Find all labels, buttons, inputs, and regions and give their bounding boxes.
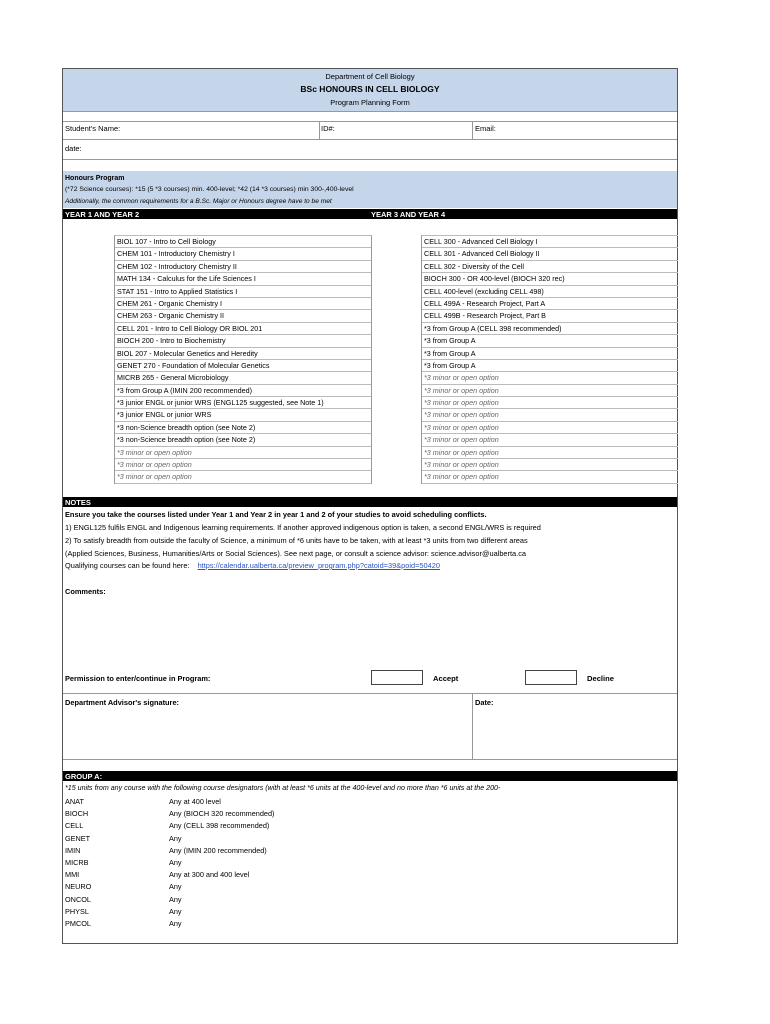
year-3-4-course-row: *3 minor or open option: [422, 434, 678, 446]
email-label: Email:: [475, 124, 496, 133]
year-1-2-course-row: *3 from Group A (IMIN 200 recommended): [115, 385, 371, 397]
notes-title: NOTES: [65, 497, 91, 507]
year-1-2-title: YEAR 1 AND YEAR 2: [65, 209, 140, 219]
note-1: 1) ENGL125 fulfils ENGL and Indigenous learning requirements. If another approved indigenous option is taken, a second ENGL/WRS is required: [65, 523, 541, 532]
group-a-bar: [63, 771, 677, 781]
program-title: BSc HONOURS IN CELL BIOLOGY: [300, 84, 440, 94]
group-a-title: GROUP A:: [65, 771, 103, 781]
group-a-code: BIOCH: [65, 809, 89, 819]
permission-label: Permission to enter/continue in Program:: [65, 674, 211, 683]
honours-requirements: (*72 Science courses): *15 (5 *3 courses) min. 400-level; *42 (14 *3 courses) min 300-,400-level: [65, 186, 354, 193]
year-3-4-course-row: CELL 300 - Advanced Cell Biology I: [422, 236, 678, 248]
group-a-rule: Any at 400 level: [169, 797, 221, 806]
group-a-code: PHYSL: [65, 906, 89, 916]
year-1-2-course-row: *3 junior ENGL or junior WRS: [115, 409, 371, 421]
group-a-rule: Any: [169, 833, 182, 843]
year-3-4-course-row: *3 from Group A (CELL 398 recommended): [422, 323, 678, 335]
year-3-4-course-row: BIOCH 300 - OR 400-level (BIOCH 320 rec): [422, 273, 678, 285]
year-1-2-course-row: *3 minor or open option: [115, 447, 371, 459]
year-3-4-course-row: *3 minor or open option: [422, 447, 678, 459]
year-3-4-course-row: *3 from Group A: [422, 348, 678, 360]
year-3-4-course-row: CELL 302 - Diversity of the Cell: [422, 261, 678, 273]
year-3-4-course-row: *3 from Group A: [422, 335, 678, 347]
year-3-4-course-row: CELL 499B - Research Project, Part B: [422, 310, 678, 322]
advisor-signature-field[interactable]: [65, 709, 471, 759]
department-name: Department of Cell Biology: [325, 72, 415, 81]
group-a-rule: Any at 300 and 400 level: [169, 870, 250, 880]
decline-label: Decline: [587, 674, 615, 683]
year-3-4-course-row: CELL 400-level (excluding CELL 498): [422, 286, 678, 298]
honours-section: [63, 171, 677, 208]
group-a-rule: Any: [169, 858, 182, 867]
group-a-rule: Any (IMIN 200 recommended): [169, 845, 267, 855]
email-field[interactable]: [501, 122, 675, 138]
year-1-2-course-row: *3 non-Science breadth option (see Note 2): [115, 422, 371, 434]
notes-bar: [63, 497, 677, 507]
student-name-field[interactable]: [133, 122, 319, 138]
year-1-2-course-row: CHEM 263 - Organic Chemistry II: [115, 310, 371, 322]
notes-warning: Ensure you take the courses listed under Year 1 and Year 2 in year 1 and 2 of your studies to avoid scheduling conflicts.: [65, 510, 487, 519]
group-a-code: NEURO: [65, 882, 92, 892]
group-a-row: [65, 798, 465, 810]
year-1-2-course-row: BIOL 207 - Molecular Genetics and Heredity: [115, 348, 371, 360]
year-1-2-course-row: GENET 270 - Foundation of Molecular Genetics: [115, 360, 371, 372]
qualifying-courses-link[interactable]: https://calendar.ualberta.ca/preview_program.php?catoid=39&poid=50420: [197, 561, 440, 570]
form-header: [63, 69, 677, 112]
year-1-2-course-row: CHEM 261 - Organic Chemistry I: [115, 298, 371, 310]
accept-checkbox[interactable]: [371, 670, 423, 685]
form-title: Program Planning Form: [330, 98, 410, 107]
group-a-row: [65, 822, 465, 834]
year-1-2-course-row: BIOCH 200 - Intro to Biochemistry: [115, 335, 371, 347]
year-headers-bar: [63, 209, 677, 219]
note-2-continued: (Applied Sciences, Business, Humanities/Arts or Social Sciences). See next page, or consult a science advisor: science.advisor@ualberta.ca: [65, 549, 527, 558]
group-a-row: [65, 847, 465, 859]
year-1-2-course-row: CHEM 102 - Introductory Chemistry II: [115, 261, 371, 273]
year-3-4-course-row: *3 minor or open option: [422, 459, 678, 471]
group-a-row: [65, 908, 465, 920]
year-3-4-course-row: CELL 301 - Advanced Cell Biology II: [422, 248, 678, 260]
group-a-rule: Any: [169, 882, 182, 892]
year-3-4-course-row: CELL 499A - Research Project, Part A: [422, 298, 678, 310]
id-label: ID#:: [321, 124, 335, 133]
year-3-4-course-list: [421, 235, 678, 484]
year-1-2-course-row: CELL 201 - Intro to Cell Biology OR BIOL 201: [115, 323, 371, 335]
group-a-code: ANAT: [65, 797, 84, 806]
group-a-code: IMIN: [65, 845, 81, 855]
advisor-signature-label: Department Advisor's signature:: [65, 698, 180, 707]
year-3-4-course-row: *3 minor or open option: [422, 471, 678, 483]
note-2: 2) To satisfy breadth from outside the faculty of Science, a minimum of *6 units have to be taken, with at least *3 units from two different areas: [65, 536, 528, 545]
group-a-row: [65, 871, 465, 883]
year-1-2-course-row: *3 minor or open option: [115, 471, 371, 483]
group-a-code: MICRB: [65, 858, 89, 867]
honours-title: Honours Program: [65, 175, 125, 182]
year-1-2-course-row: STAT 151 - Intro to Applied Statistics I: [115, 286, 371, 298]
group-a-rule: Any: [169, 919, 182, 928]
advisor-date-label: Date:: [475, 698, 494, 707]
accept-label: Accept: [433, 674, 459, 683]
year-1-2-course-row: *3 minor or open option: [115, 459, 371, 471]
qualifying-courses-text: [65, 562, 440, 569]
decline-checkbox[interactable]: [525, 670, 577, 685]
year-3-4-course-row: *3 minor or open option: [422, 409, 678, 421]
group-a-row: [65, 920, 465, 932]
group-a-row: [65, 810, 465, 822]
year-3-4-course-row: *3 minor or open option: [422, 372, 678, 384]
year-1-2-course-list: [114, 235, 372, 484]
comments-label: Comments:: [65, 587, 106, 596]
group-a-row: [65, 896, 465, 908]
group-a-rule: Any: [169, 906, 182, 916]
year-1-2-course-row: BIOL 107 - Intro to Cell Biology: [115, 236, 371, 248]
group-a-description: *15 units from any course with the following course designators (with at least *6 units at the 400-level and no more than *6 units at the 200-: [65, 784, 501, 792]
group-a-code: CELL: [65, 821, 84, 831]
year-1-2-course-row: MATH 134 - Calculus for the Life Sciences I: [115, 273, 371, 285]
honours-note: Additionally, the common requirements for a B.Sc. Major or Honours degree have to be met: [65, 198, 332, 205]
year-1-2-course-row: CHEM 101 - Introductory Chemistry I: [115, 248, 371, 260]
year-3-4-course-row: *3 minor or open option: [422, 385, 678, 397]
date-field[interactable]: [87, 140, 675, 158]
id-field[interactable]: [335, 122, 471, 138]
student-name-label: Student's Name:: [65, 124, 121, 133]
qualifying-label: Qualifying courses can be found here:: [65, 561, 190, 570]
group-a-code: GENET: [65, 833, 91, 843]
group-a-rule: Any: [169, 894, 182, 904]
advisor-date-field[interactable]: [475, 709, 675, 759]
year-1-2-course-row: MICRB 265 - General Microbiology: [115, 372, 371, 384]
comments-field[interactable]: [65, 599, 675, 665]
group-a-row: [65, 883, 465, 895]
group-a-code: MMI: [65, 870, 80, 880]
date-label: date:: [65, 144, 82, 153]
group-a-rule: Any (BIOCH 320 recommended): [169, 809, 275, 819]
group-a-row: [65, 859, 465, 871]
group-a-rule: Any (CELL 398 recommended): [169, 821, 270, 831]
year-1-2-course-row: *3 junior ENGL or junior WRS (ENGL125 suggested, see Note 1): [115, 397, 371, 409]
year-3-4-course-row: *3 minor or open option: [422, 397, 678, 409]
year-3-4-course-row: *3 from Group A: [422, 360, 678, 372]
program-planning-form: [62, 68, 678, 944]
year-1-2-course-row: *3 non-Science breadth option (see Note 2): [115, 434, 371, 446]
year-3-4-course-row: *3 minor or open option: [422, 422, 678, 434]
group-a-code: PMCOL: [65, 919, 91, 928]
year-3-4-title: YEAR 3 AND YEAR 4: [371, 209, 446, 219]
group-a-code: ONCOL: [65, 894, 91, 904]
group-a-row: [65, 835, 465, 847]
